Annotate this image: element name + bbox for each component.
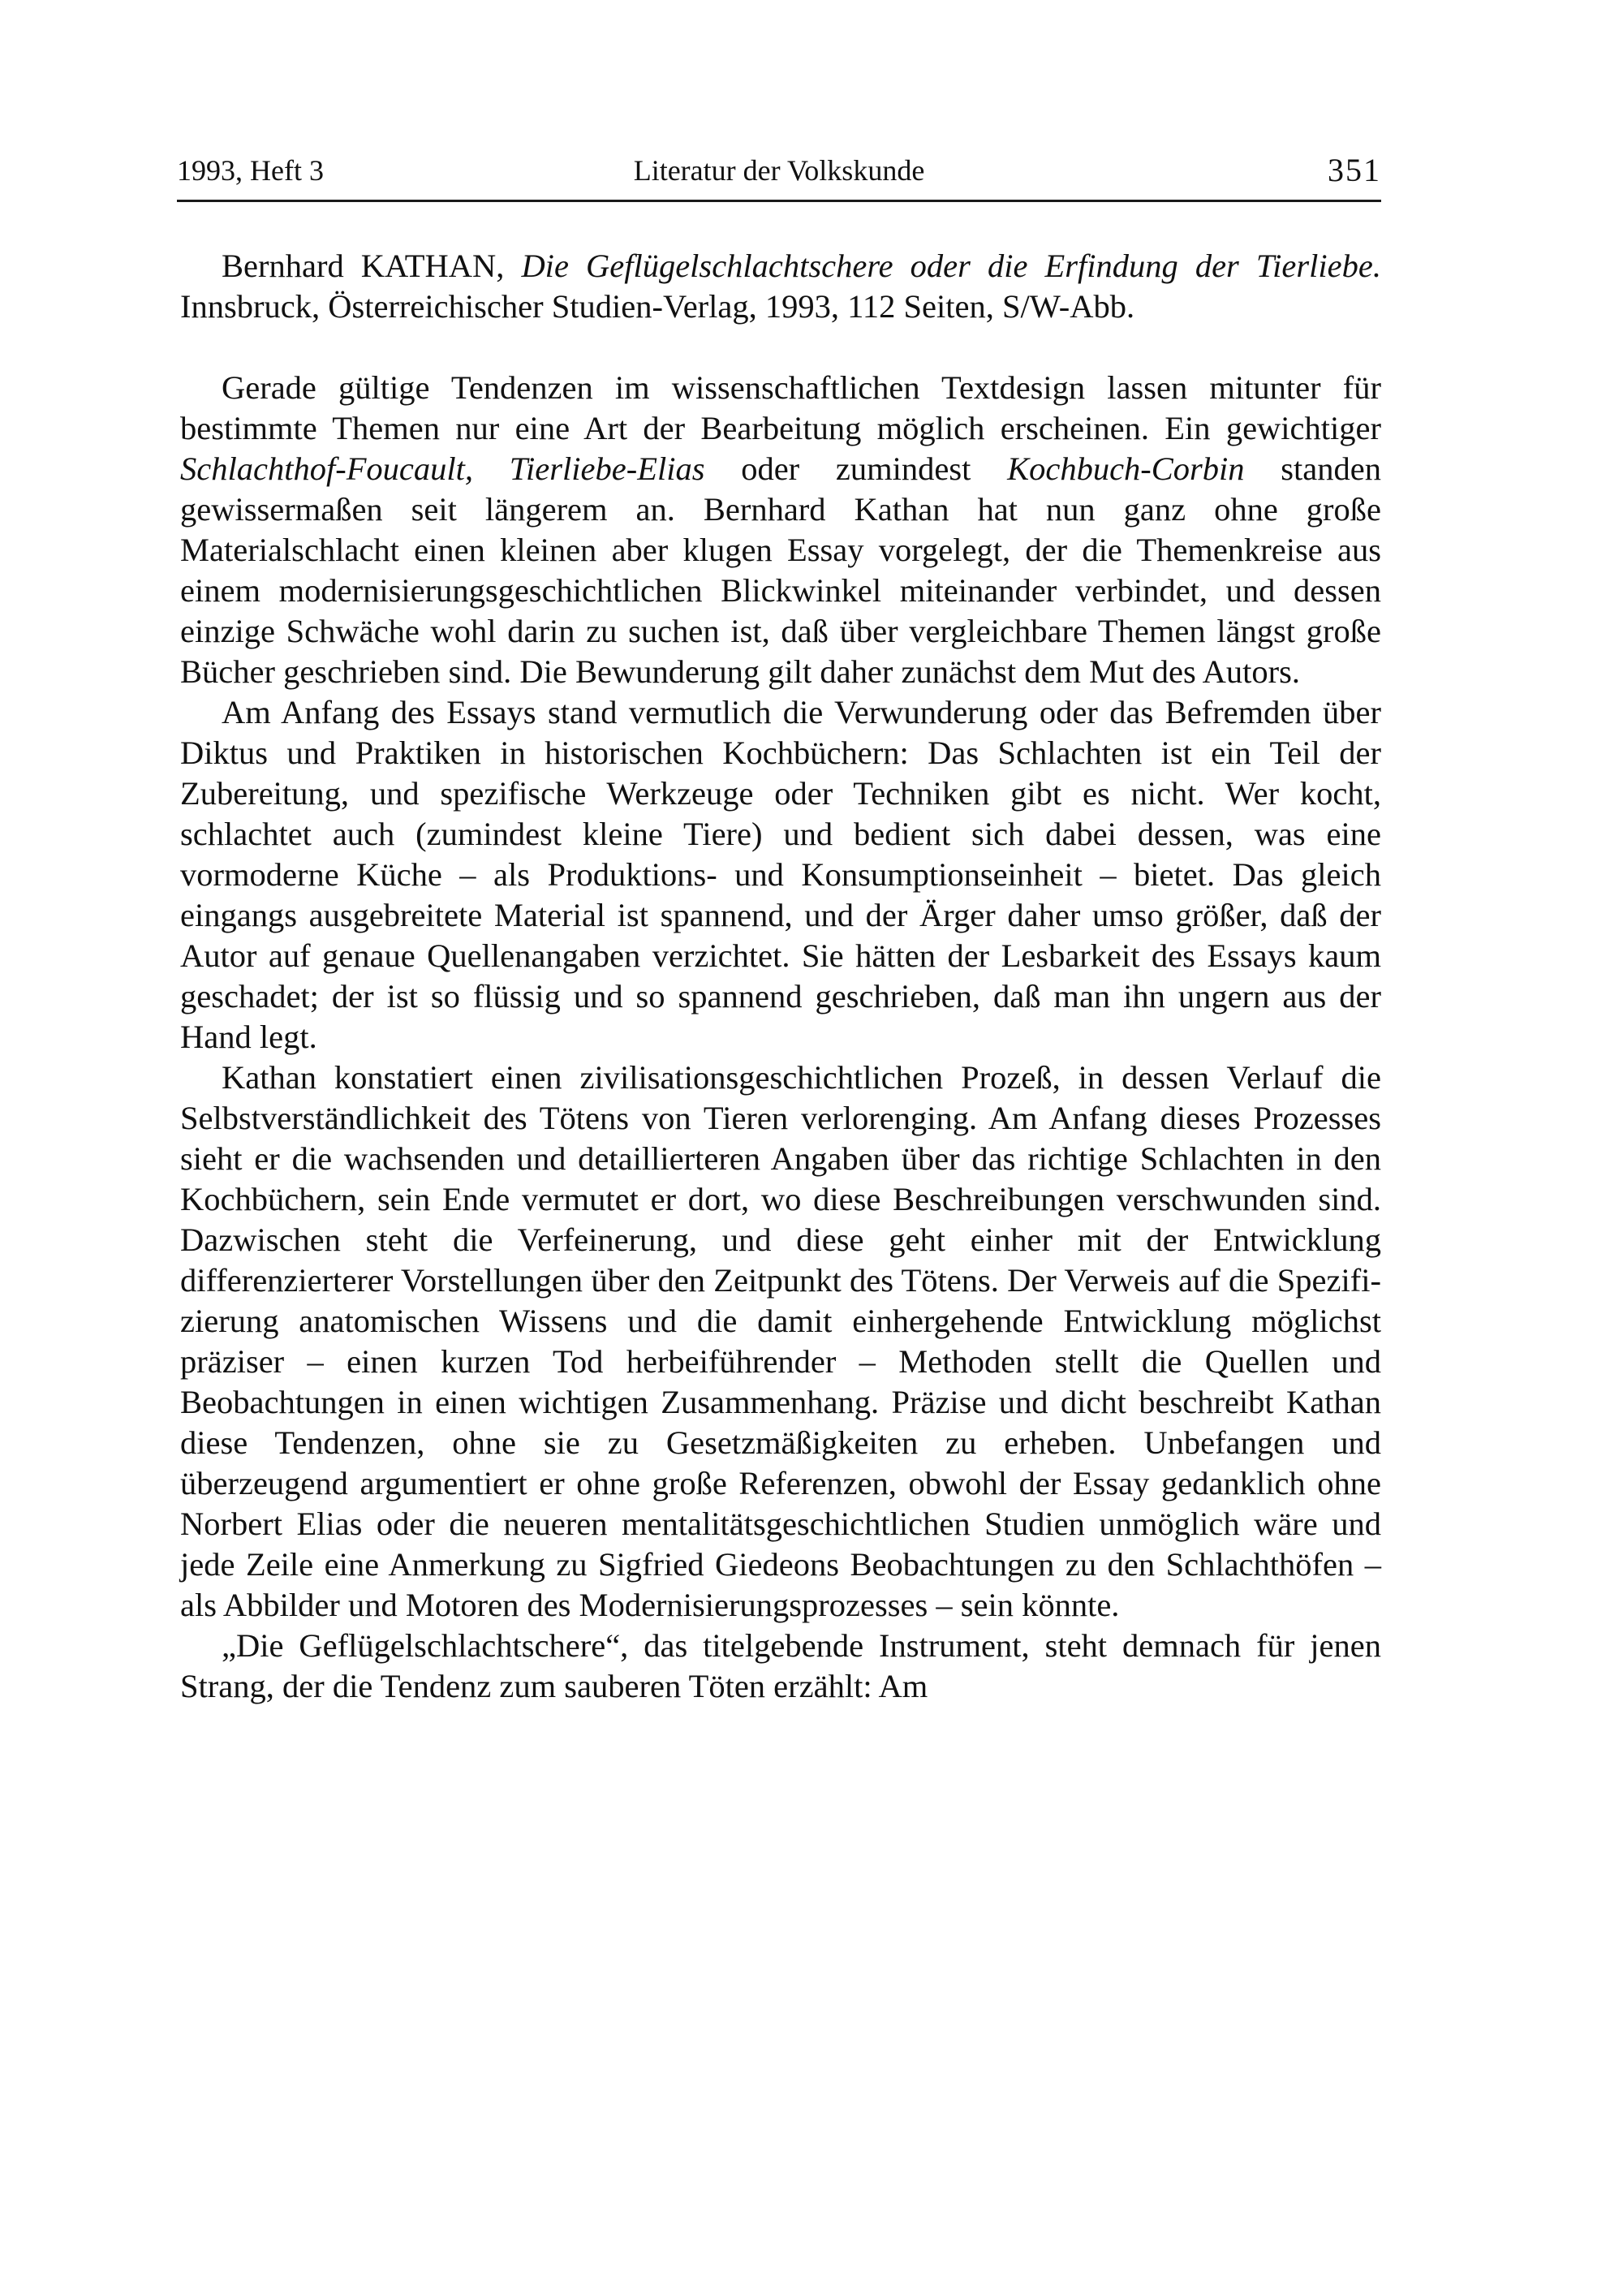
review-publication-info: Innsbruck, Österreichischer Studien-Verlag, 1993, 112 Seiten, S/W-Abb. [180, 288, 1135, 325]
bibliographic-entry [180, 246, 1381, 327]
paragraph-4: „Die Geflügelschlachtschere“, das titelgebende Instrument, steht demnach für jenen Strang, der die Tendenz zum sauberen Töten erzählt: Am [180, 1627, 1381, 1704]
paragraph-3: Kathan konstatiert einen zivilisationsgeschichtlichen Prozeß, in dessen Verlauf die Selbstverständlichkeit des Tötens von Tieren verlorenging. Am Anfang dieses Prozesses sieht er die wachsenden und detaillierteren Angaben über das richtige Schlachten in den Kochbüchern, sein Ende vermutet er dort, wo diese Beschreibungen verschwunden sind. Dazwischen steht die Verfeinerung, und diese geht einher mit der Entwicklung differenzierterer Vorstellungen über den Zeitpunkt des Tötens. Der Verweis auf die Spezifizierung anatomischen Wissens und die damit einhergehende Entwicklung möglichst präziser – einen kurzen Tod herbeiführender – Methoden stellt die Quellen und Beobachtungen in einen wichtigen Zusammenhang. Präzise und dicht beschreibt Kathan diese Tendenzen, ohne sie zu Gesetzmäßigkeiten zu erheben. Unbefangen und überzeugend argumentiert er ohne große Referenzen, obwohl der Essay gedanklich ohne Norbert Elias oder die neueren mentalitätsgeschichtlichen Studien unmöglich wäre und jede Zeile eine Anmerkung zu Sigfried Giedeons Beobachtungen zu den Schlachthöfen – als Abbilder und Motoren des Modernisierungsprozesses – sein könnte. [180, 1059, 1381, 1623]
paragraph-1 [180, 368, 1381, 692]
paragraph-1-text-a: Gerade gültige Tendenzen im wissenschaftlichen Textdesign lassen mitunter für bestimmte Themen nur eine Art der Bearbeitung möglich erscheinen. Ein gewichtiger [180, 369, 1381, 446]
page-number: 351 [1328, 152, 1381, 188]
review-author: Bernhard KATHAN, [222, 248, 522, 284]
paragraph-1-text-c: standen gewissermaßen seit längerem an. Bernhard Kathan hat nun ganz ohne große Materialschlacht einen kleinen aber klugen Essay vorgelegt, der die Themenkreise aus einem modernisierungsgeschichtlichen Blickwinkel miteinander verbindet, und dessen einzige Schwäche wohl darin zu suchen ist, daß über vergleichbare Themen längst große Bücher geschrieben sind. Die Bewunderung gilt daher zunächst dem Mut des Autors. [180, 450, 1381, 690]
header-rule [177, 200, 1381, 202]
review-book-title: Die Geflügelschlachtschere oder die Erfindung der Tierliebe. [521, 248, 1381, 284]
paragraph-1-italic-a: Schlachthof-Foucault, Tierliebe-Elias [180, 450, 705, 487]
section-title: Literatur der Volkskunde [633, 154, 925, 187]
running-header [177, 151, 1381, 190]
paragraph-2: Am Anfang des Essays stand vermutlich die Verwunderung oder das Befremden über Diktus und Praktiken in historischen Kochbüchern: Das Schlachten ist ein Teil der Zubereitung, und spezifische Werkzeuge oder Techniken gibt es nicht. Wer kocht, schlachtet auch (zumindest kleine Tiere) und bedient sich dabei dessen, was eine vormoderne Küche – als Produktions- und Konsumptionseinheit – bietet. Das gleich eingangs ausgebreitete Material ist spannend, und der Ärger daher umso größer, daß der Autor auf genaue Quellenangaben verzichtet. Sie hätten der Lesbarkeit des Essays kaum geschadet; der ist so flüssig und so spannend geschrieben, daß man ihn ungern aus der Hand legt. [180, 694, 1381, 1055]
paragraph-1-text-b: oder zumindest [704, 450, 1008, 487]
issue-label: 1993, Heft 3 [177, 154, 324, 187]
paragraph-1-italic-b: Kochbuch-Corbin [1007, 450, 1245, 487]
article-body [180, 246, 1381, 1707]
